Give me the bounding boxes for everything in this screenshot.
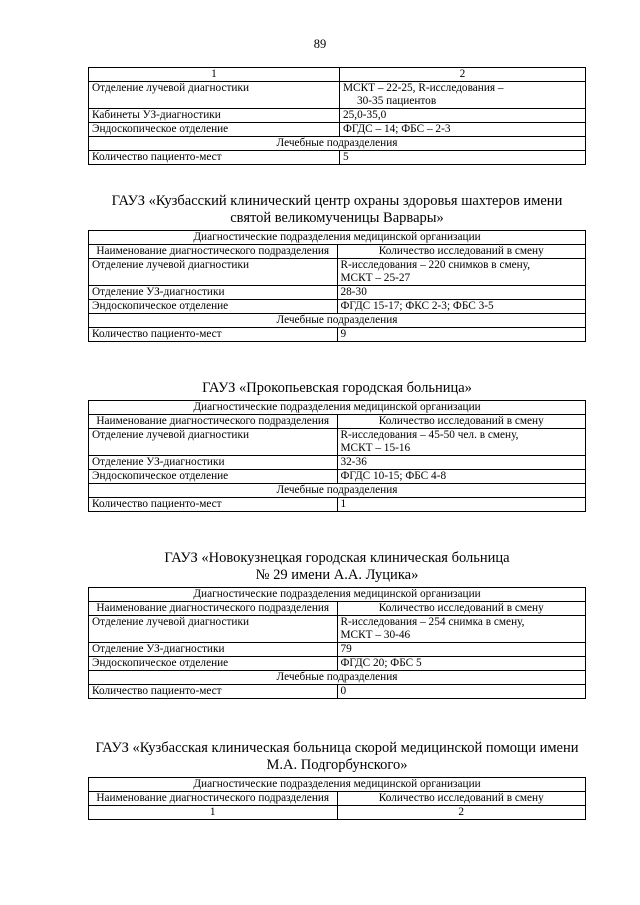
table-row <box>89 259 586 286</box>
beds-value: 1 <box>337 498 586 512</box>
unit-name: Отделение УЗ-диагностики <box>89 456 338 470</box>
treatment-header-row <box>89 137 586 151</box>
diag-header: Диагностические подразделения медицинской организации <box>89 231 586 245</box>
continued-table <box>88 67 586 165</box>
treatment-header: Лечебные подразделения <box>89 137 586 151</box>
hospital-table <box>88 587 586 699</box>
table-row <box>89 456 586 470</box>
diag-header: Диагностические подразделения медицинской организации <box>89 588 586 602</box>
unit-value: ФГДС 10-15; ФБС 4-8 <box>337 470 586 484</box>
hospital-title-line-1: ГАУЗ «Кузбасский клинический центр охраны здоровья шахтеров имени <box>111 193 563 209</box>
table-row <box>89 429 586 456</box>
continued-table-section <box>88 67 586 165</box>
table-row <box>89 643 586 657</box>
unit-name: Отделение лучевой диагностики <box>89 429 338 456</box>
hospital-title-line-1: ГАУЗ «Прокопьевская городская больница» <box>202 380 472 396</box>
table-column-numbers <box>89 68 586 82</box>
treatment-header: Лечебные подразделения <box>89 314 586 328</box>
value-line-2: МСКТ – 25-27 <box>340 272 411 284</box>
hospital-title-line-1: ГАУЗ «Кузбасская клиническая больница скорой медицинской помощи имени <box>95 740 579 756</box>
hospital-title-line-1: ГАУЗ «Новокузнецкая городская клиническая больница <box>164 550 510 566</box>
col1-header: Наименование диагностического подразделения <box>89 245 338 259</box>
value-line-1: R-исследования – 254 снимка в смену, <box>340 616 525 628</box>
table-row <box>89 109 586 123</box>
unit-name: Отделение лучевой диагностики <box>89 616 338 643</box>
beds-row <box>89 151 586 165</box>
unit-name: Кабинеты УЗ-диагностики <box>89 109 340 123</box>
hospital-title-line-2: № 29 имени А.А. Луцика» <box>255 567 419 583</box>
col2-header: Количество исследований в смену <box>337 602 586 616</box>
hospital-title-line-2: святой великомученицы Варвары» <box>230 210 444 226</box>
value-line-1: МСКТ – 22-25, R-исследования – <box>343 82 504 94</box>
beds-label: Количество пациенто-мест <box>89 328 338 342</box>
value-line-1: R-исследования – 220 снимков в смену, <box>340 259 531 271</box>
col2-header: Количество исследований в смену <box>337 245 586 259</box>
column-number-1: 1 <box>89 68 340 82</box>
table-row <box>89 300 586 314</box>
beds-label: Количество пациенто-мест <box>89 151 340 165</box>
table-row <box>89 470 586 484</box>
unit-name: Эндоскопическое отделение <box>89 470 338 484</box>
value-line-2: 30-35 пациентов <box>357 95 437 107</box>
unit-value: ФГДС – 14; ФБС – 2-3 <box>340 123 586 137</box>
hospital-section <box>88 193 586 342</box>
unit-name: Отделение УЗ-диагностики <box>89 643 338 657</box>
unit-value: ФГДС 15-17; ФКС 2-3; ФБС 3-5 <box>337 300 586 314</box>
unit-value: 79 <box>337 643 586 657</box>
col1-header: Наименование диагностического подразделения <box>89 792 338 806</box>
hospital-title <box>88 193 586 227</box>
unit-value <box>340 82 586 109</box>
table-column-numbers <box>89 806 586 820</box>
unit-name: Эндоскопическое отделение <box>89 657 338 671</box>
hospital-section <box>88 380 586 512</box>
unit-name: Отделение УЗ-диагностики <box>89 286 338 300</box>
col2-header: Количество исследований в смену <box>337 415 586 429</box>
col1-header: Наименование диагностического подразделения <box>89 415 338 429</box>
unit-value: 25,0-35,0 <box>340 109 586 123</box>
column-number-1: 1 <box>89 806 338 820</box>
table-row <box>89 123 586 137</box>
beds-label: Количество пациенто-мест <box>89 685 338 699</box>
table-row <box>89 286 586 300</box>
col1-header: Наименование диагностического подразделения <box>89 602 338 616</box>
page-number: 89 <box>313 37 327 51</box>
hospital-section <box>88 550 586 699</box>
hospital-table <box>88 400 586 512</box>
unit-value <box>337 259 586 286</box>
hospital-table <box>88 230 586 342</box>
hospital-table <box>88 777 586 820</box>
treatment-header: Лечебные подразделения <box>89 671 586 685</box>
beds-value: 9 <box>337 328 586 342</box>
table-row <box>89 657 586 671</box>
hospital-title <box>88 550 586 584</box>
unit-value: 32-36 <box>337 456 586 470</box>
hospital-title-line-2: М.А. Подгорбунского» <box>266 757 408 773</box>
beds-label: Количество пациенто-мест <box>89 498 338 512</box>
value-line-1: R-исследования – 45-50 чел. в смену, <box>340 429 519 441</box>
unit-value: ФГДС 20; ФБС 5 <box>337 657 586 671</box>
unit-name: Эндоскопическое отделение <box>89 123 340 137</box>
unit-name: Отделение лучевой диагностики <box>89 82 340 109</box>
hospital-title <box>88 740 586 774</box>
hospital-title <box>88 380 586 397</box>
diag-header: Диагностические подразделения медицинской организации <box>89 401 586 415</box>
unit-value: 28-30 <box>337 286 586 300</box>
value-line-2: МСКТ – 15-16 <box>340 442 411 454</box>
column-number-2: 2 <box>340 68 586 82</box>
diag-header: Диагностические подразделения медицинской организации <box>89 778 586 792</box>
table-row <box>89 616 586 643</box>
value-line-2: МСКТ – 30-46 <box>340 629 411 641</box>
unit-name: Отделение лучевой диагностики <box>89 259 338 286</box>
column-number-2: 2 <box>337 806 586 820</box>
unit-name: Эндоскопическое отделение <box>89 300 338 314</box>
col2-header: Количество исследований в смену <box>337 792 586 806</box>
table-row <box>89 82 586 109</box>
hospital-section <box>88 740 586 820</box>
beds-value: 0 <box>337 685 586 699</box>
unit-value <box>337 616 586 643</box>
unit-value <box>337 429 586 456</box>
treatment-header: Лечебные подразделения <box>89 484 586 498</box>
beds-value: 5 <box>340 151 586 165</box>
